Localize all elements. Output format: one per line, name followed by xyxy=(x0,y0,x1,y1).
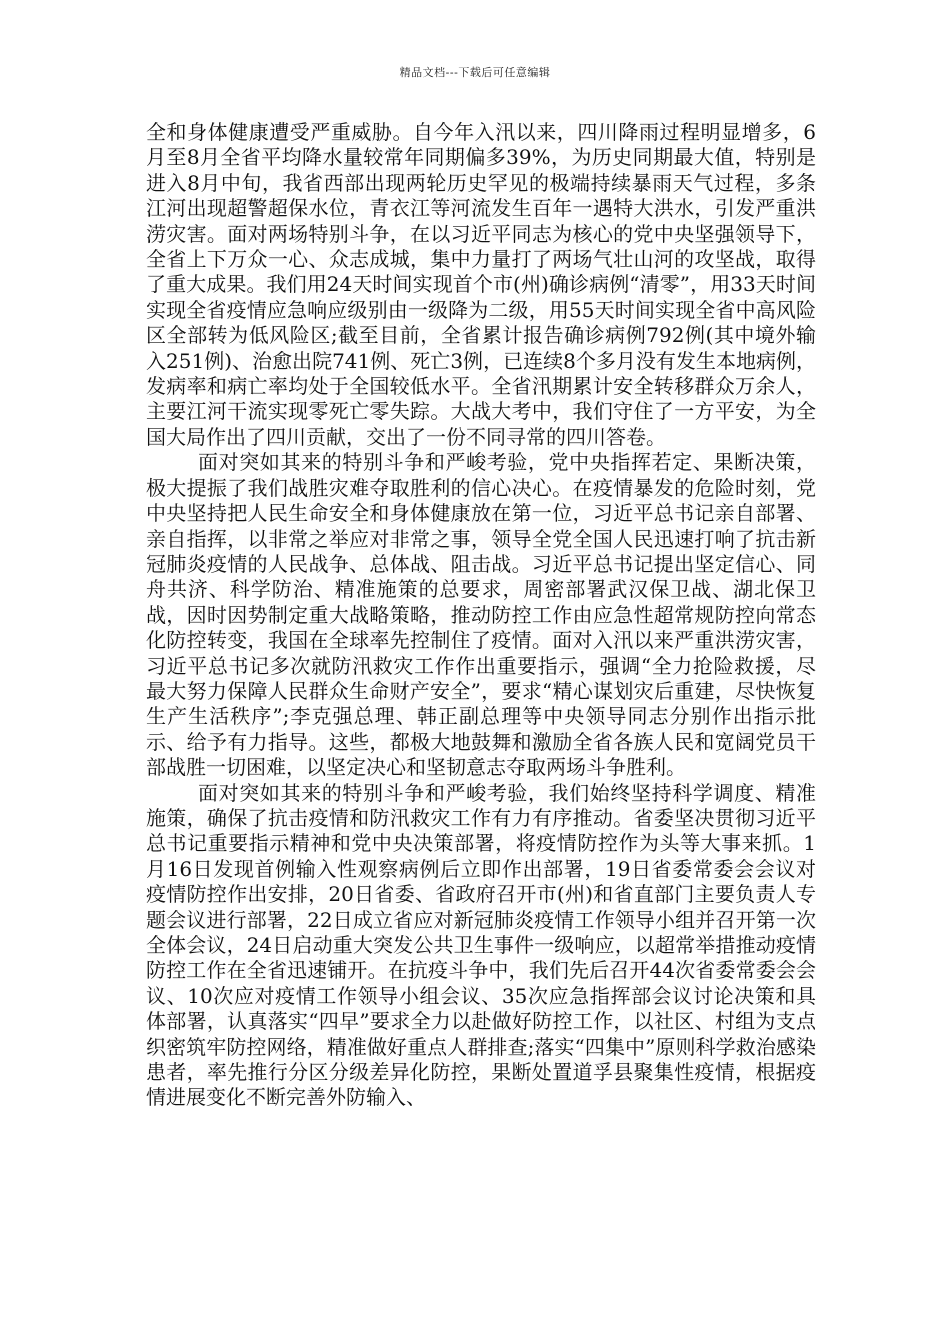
paragraph-3: 面对突如其来的特别斗争和严峻考验，我们始终坚持科学调度、精准施策，确保了抗击疫情和防汛救灾工作有力有序推动。省委坚决贯彻习近平总书记重要指示精神和党中央决策部署，将疫情防控作为头等大事来抓。1月16日发现首例输入性观察病例后立即作出部署，19日省委常委会会议对疫情防控作出安排，20日省委、省政府召开市(州)和省直部门主要负责人专题会议进行部署，22日成立省应对新冠肺炎疫情工作领导小组并召开第一次全体会议，24日启动重大突发公共卫生事件一级响应，以超常举措推动疫情防控工作在全省迅速铺开。在抗疫斗争中，我们先后召开44次省委常委会会议、10次应对疫情工作领导小组会议、35次应急指挥部会议讨论决策和具体部署，认真落实“四早”要求全力以赴做好防控工作，以社区、村组为支点织密筑牢防控网络，精准做好重点人群排查;落实“四集中”原则科学救治感染患者，率先推行分区分级差异化防控，果断处置道孚县聚集性疫情，根据疫情进展变化不断完善外防输入、 xyxy=(146,780,816,1110)
paragraph-2: 面对突如其来的特别斗争和严峻考验，党中央指挥若定、果断决策，极大提振了我们战胜灾难夺取胜利的信心决心。在疫情暴发的危险时刻，党中央坚持把人民生命安全和身体健康放在第一位，习近平总书记亲自部署、亲自指挥，以非常之举应对非常之事，领导全党全国人民迅速打响了抗击新冠肺炎疫情的人民战争、总体战、阻击战。习近平总书记提出坚定信心、同舟共济、科学防治、精准施策的总要求，周密部署武汉保卫战、湖北保卫战，因时因势制定重大战略策略，推动防控工作由应急性超常规防控向常态化防控转变，我国在全球率先控制住了疫情。面对入汛以来严重洪涝灾害，习近平总书记多次就防汛救灾工作作出重要指示，强调“全力抢险救援，尽最大努力保障人民群众生命财产安全”，要求“精心谋划灾后重建，尽快恢复生产生活秩序”;李克强总理、韩正副总理等中央领导同志分别作出指示批示、给予有力指导。这些，都极大地鼓舞和激励全省各族人民和宽阔党员干部战胜一切困难，以坚定决心和坚韧意志夺取两场斗争胜利。 xyxy=(146,450,816,780)
page-header: 精品文档---下载后可任意编辑 xyxy=(399,66,551,79)
document-body xyxy=(146,120,816,1111)
paragraph-1: 全和身体健康遭受严重威胁。自今年入汛以来，四川降雨过程明显增多，6月至8月全省平均降水量较常年同期偏多39%，为历史同期最大值，特别是进入8月中旬，我省西部出现两轮历史罕见的极端持续暴雨天气过程，多条江河出现超警超保水位，青衣江等河流发生百年一遇特大洪水，引发严重洪涝灾害。面对两场特别斗争，在以习近平同志为核心的党中央坚强领导下，全省上下万众一心、众志成城，集中力量打了两场气壮山河的攻坚战，取得了重大成果。我们用24天时间实现首个市(州)确诊病例“清零”，用33天时间实现全省疫情应急响应级别由一级降为二级，用55天时间实现全省中高风险区全部转为低风险区;截至目前，全省累计报告确诊病例792例(其中境外输入251例)、治愈出院741例、死亡3例，已连续8个多月没有发生本地病例，发病率和病亡率均处于全国较低水平。全省汛期累计安全转移群众万余人，主要江河干流实现零死亡零失踪。大战大考中，我们守住了一方平安，为全国大局作出了四川贡献，交出了一份不同寻常的四川答卷。 xyxy=(146,120,816,449)
